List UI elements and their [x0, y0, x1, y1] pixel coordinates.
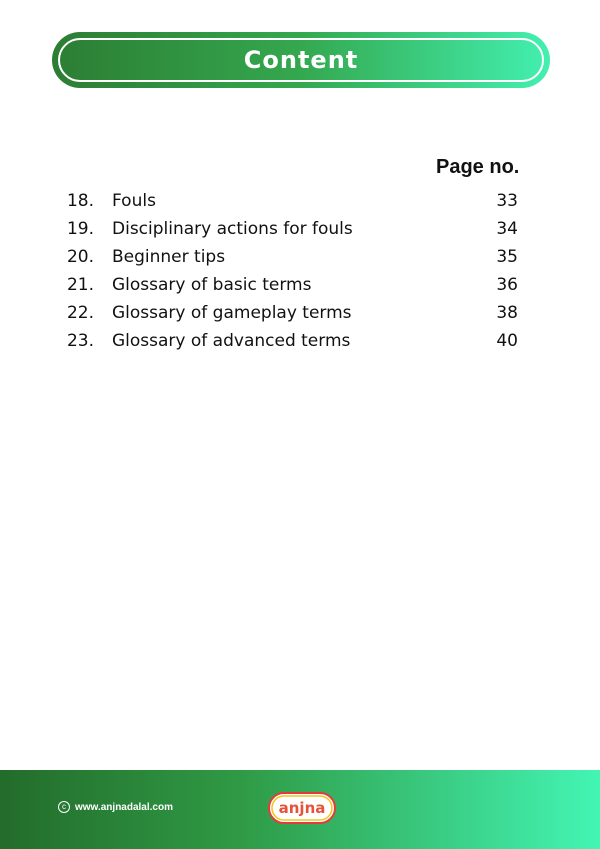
toc-entry-number: 18.	[66, 191, 94, 211]
anjna-logo	[266, 790, 338, 826]
toc-entry-title: Glossary of advanced terms	[112, 331, 351, 351]
toc-entry-page: 36	[496, 275, 518, 295]
table-of-contents	[0, 188, 600, 356]
toc-entry-title: Disciplinary actions for fouls	[112, 219, 353, 239]
website-link[interactable]: www.anjnadalal.com	[75, 801, 173, 813]
copyright-icon: c	[58, 801, 70, 813]
page-title: Content	[243, 46, 359, 74]
toc-entry	[0, 188, 600, 216]
toc-entry-title: Fouls	[112, 191, 156, 211]
toc-entry-number: 19.	[66, 219, 94, 239]
toc-entry	[0, 216, 600, 244]
toc-entry-title: Glossary of basic terms	[112, 275, 312, 295]
toc-entry-page: 35	[496, 247, 518, 267]
toc-entry-number: 20.	[66, 247, 94, 267]
toc-entry-title: Glossary of gameplay terms	[112, 303, 352, 323]
title-banner-frame	[58, 38, 544, 82]
toc-entry-number: 23.	[66, 331, 94, 351]
toc-entry-page: 34	[496, 219, 518, 239]
toc-entry-title: Beginner tips	[112, 247, 226, 267]
toc-entry-number: 22.	[66, 303, 94, 323]
toc-entry-page: 38	[496, 303, 518, 323]
toc-entry-number: 21.	[66, 275, 94, 295]
logo-wordmark: anjna	[278, 799, 326, 817]
toc-entry	[0, 328, 600, 356]
page-number-column-header: Page no.	[436, 156, 520, 178]
toc-entry	[0, 272, 600, 300]
copyright-notice	[58, 801, 173, 813]
toc-entry-page: 33	[496, 191, 518, 211]
toc-entry-page: 40	[496, 331, 518, 351]
toc-entry	[0, 300, 600, 328]
toc-entry	[0, 244, 600, 272]
footer-bar	[0, 770, 600, 849]
title-banner	[52, 32, 550, 88]
